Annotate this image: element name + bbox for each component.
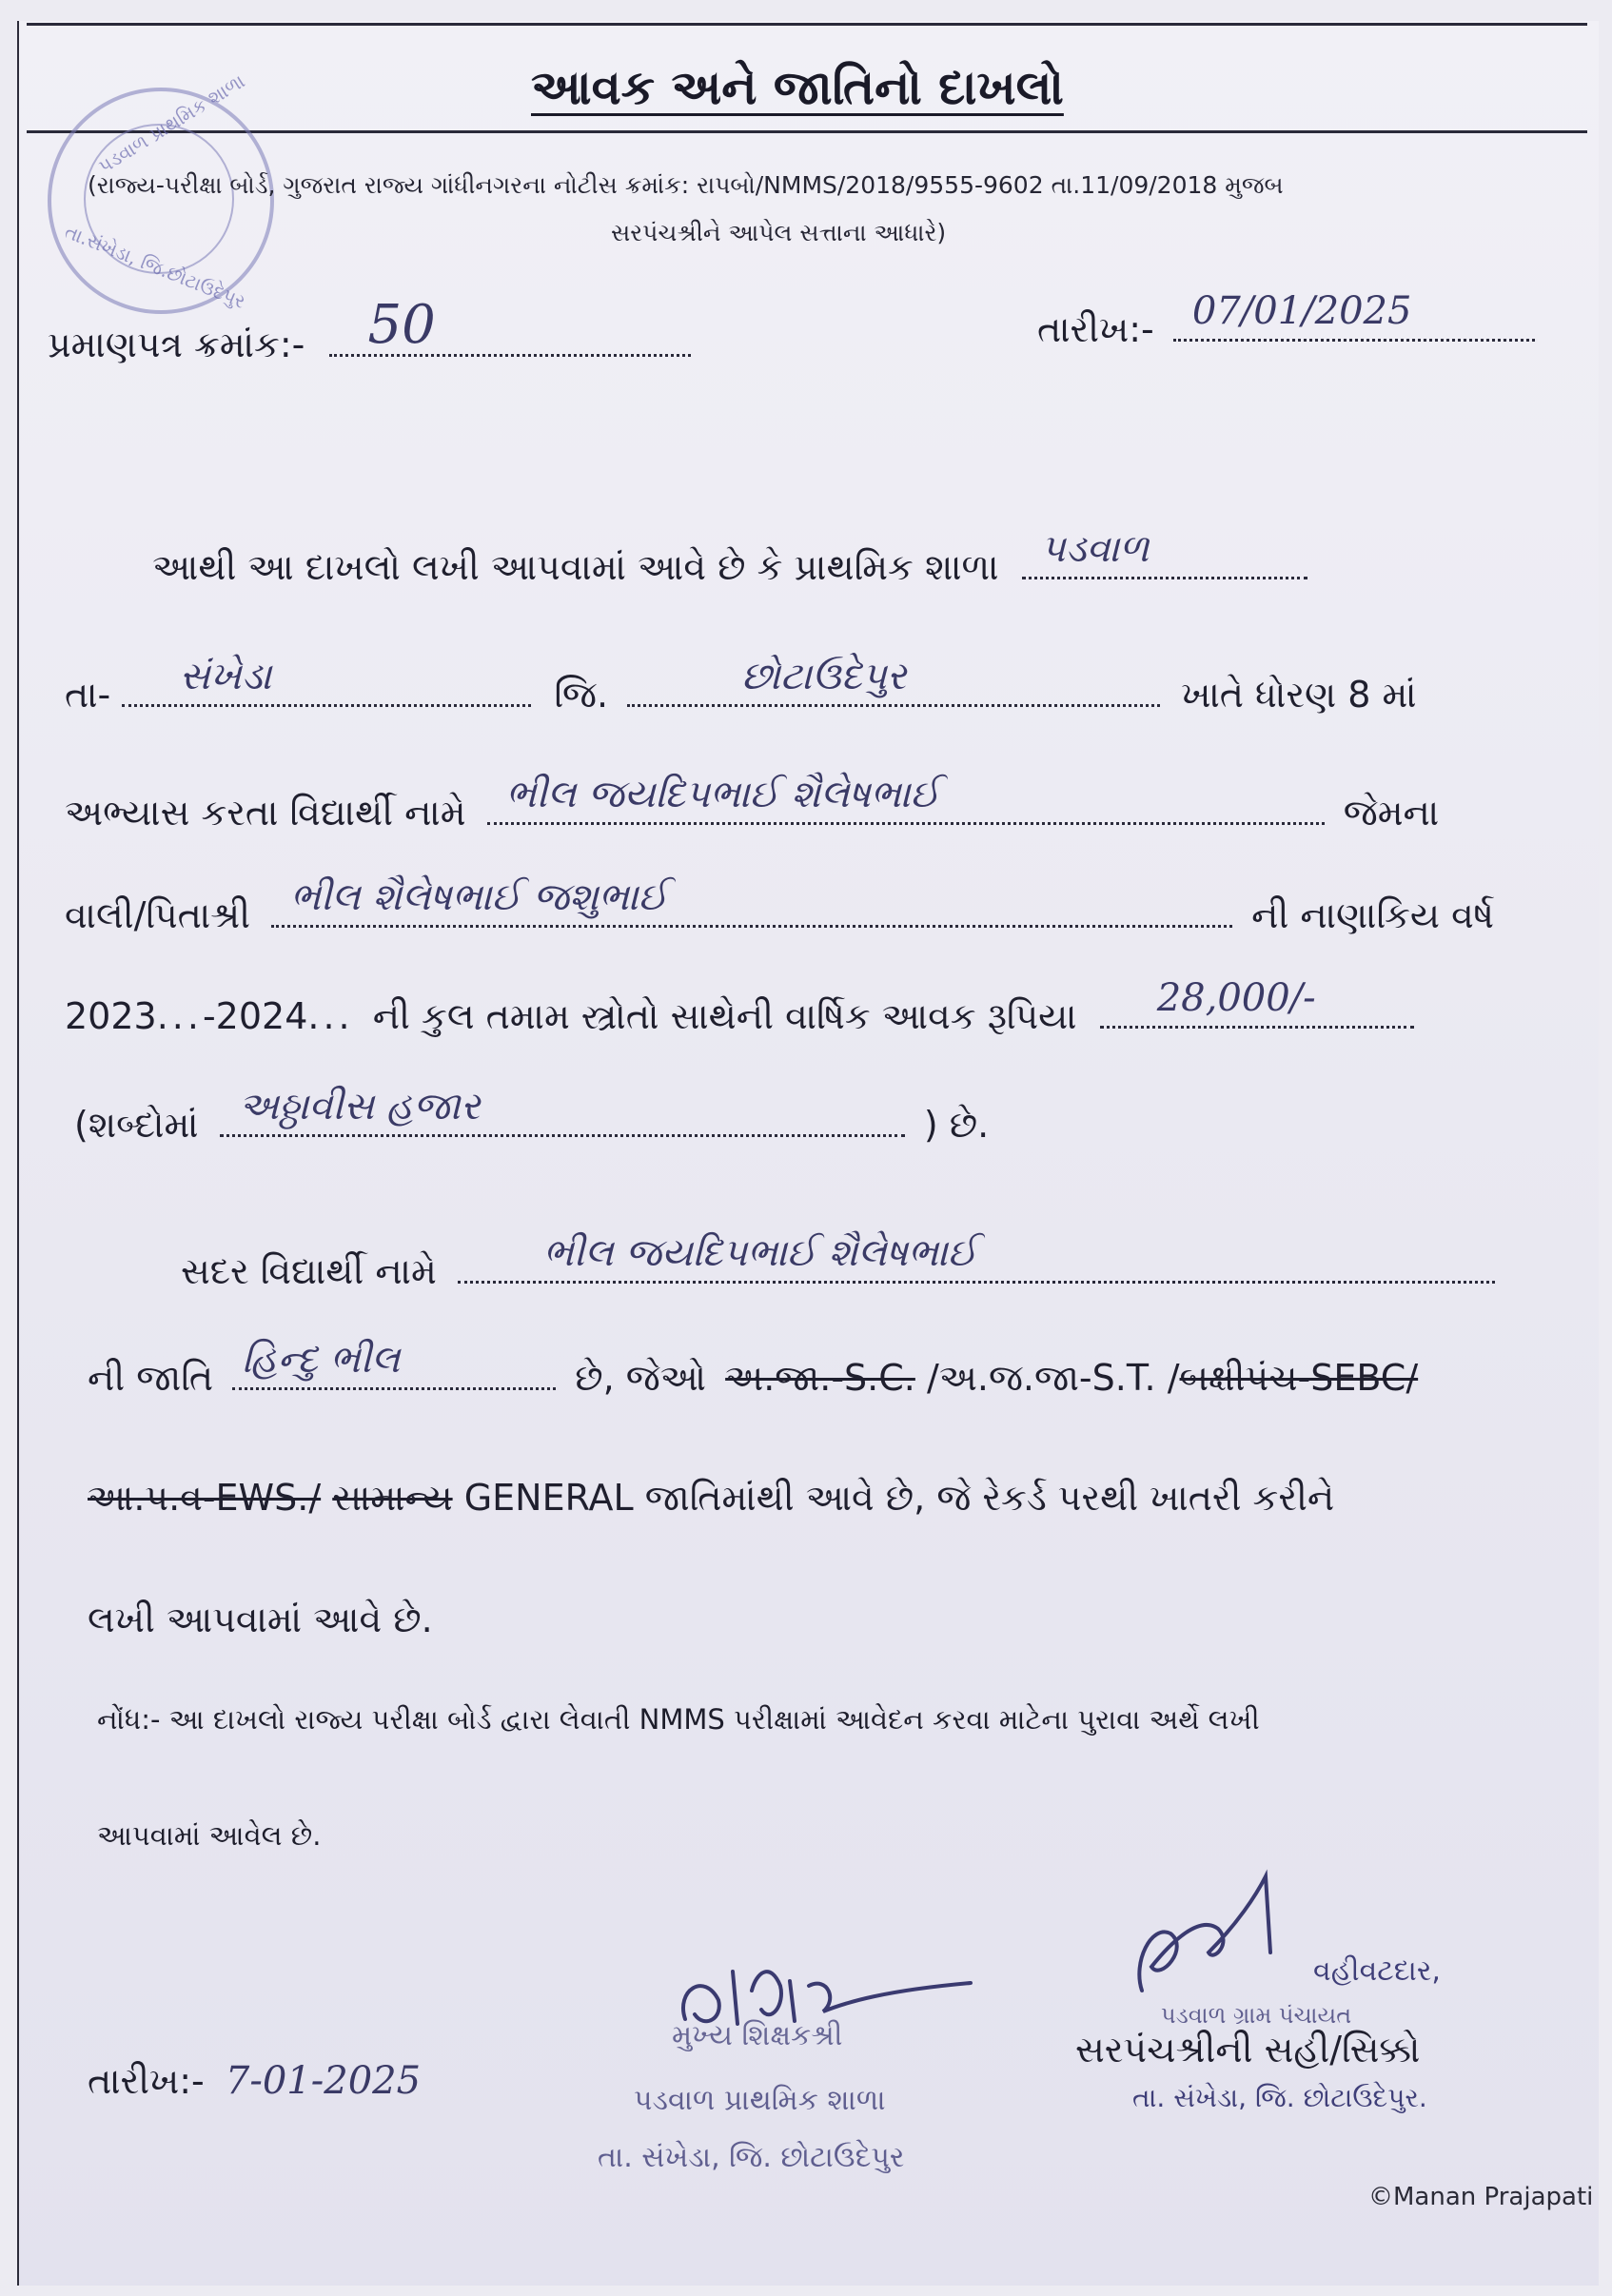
body-line-6 <box>74 1085 990 1147</box>
p2-student-value: ભીલ જયદિપભાઈ શૈલેષભાઈ <box>542 1231 977 1275</box>
footer-date-value: 7-01-2025 <box>225 2059 422 2103</box>
headmaster-title: મુખ્ય શિક્ષકશ્રી <box>672 2019 843 2052</box>
body-line-9 <box>88 1477 1334 1520</box>
certificate-number-row <box>48 294 691 366</box>
student-label: અભ્યાસ કરતા વિદ્યાર્થી નામે <box>65 792 466 834</box>
title-frame <box>27 23 1587 133</box>
st-option: /અ.જ.જા-S.T. / <box>926 1357 1180 1399</box>
body-line-3 <box>65 773 1440 834</box>
sebc-option-struck: બક્ષીપંચ-SEBC/ <box>1179 1357 1419 1399</box>
student-name-value: ભીલ જયદિપભાઈ શૈલેષભાઈ <box>505 773 940 816</box>
sarpanch-stamp-line-2: પડવાળ ગ્રામ પંચાયત <box>1161 2002 1352 2029</box>
caste-after-text: છે, જેઓ <box>575 1357 707 1399</box>
sarpanch-place: તા. સંખેડા, જિ. છોટાઉદેપુર. <box>1132 2082 1427 2113</box>
body-tail-1: જાતિમાંથી આવે છે, જે રેકર્ડ પરથી ખાતરી કરીને <box>644 1477 1335 1519</box>
income-in-words-value: અઠ્ઠાવીસ હજાર <box>238 1085 481 1128</box>
district-label: જિ. <box>554 674 609 716</box>
guardian-name-value: ભીલ શૈલેષભાઈ જશુભાઈ <box>290 875 668 919</box>
income-value: 28,000/- <box>1156 976 1316 1020</box>
body-line-7 <box>181 1231 1495 1293</box>
footer-date-label: તારીખ:- <box>88 2060 205 2102</box>
ews-option-struck: આ.પ.વ-EWS./ <box>88 1477 322 1519</box>
sc-option-struck: અ.જા.-S.C. <box>725 1357 915 1399</box>
general-option-struck: સામાન્ય <box>332 1477 453 1519</box>
certificate-date-row <box>1037 289 1535 351</box>
notice-line-1: (રાજ્ય-પરીક્ષા બોર્ડ, ગુજરાત રાજ્ય ગાંધીનગરના નોટીસ ક્રમાંક: રાપબો/NMMS/2018/9555-9602 તા.11/09/2018 મુજબ <box>88 171 1284 199</box>
headmaster-school: પડવાળ પ્રાથમિક શાળા <box>634 2084 886 2117</box>
year-to: -2024 <box>202 995 308 1037</box>
general-option: GENERAL <box>463 1477 634 1519</box>
year-from: 2023 <box>65 995 157 1037</box>
note-line-1: નોંધ:- આ દાખલો રાજ્ય પરીક્ષા બોર્ડ દ્વારા લેવાતી NMMS પરીક્ષામાં આવેદન કરવા માટેના પુરાવા અર્થે લખી <box>97 1703 1260 1736</box>
financial-year-text: ની નાણાકિય વર્ષ <box>1251 894 1495 936</box>
sarpanch-stamp-line-1: વહીવટદાર, <box>1313 1954 1441 1988</box>
body-line-10: લખી આપવામાં આવે છે. <box>88 1599 433 1640</box>
guardian-label: વાલી/પિતાશ્રી <box>65 894 250 936</box>
certificate-date-label: તારીખ:- <box>1037 308 1154 350</box>
taluka-label: તા- <box>65 674 111 716</box>
income-text: ની કુલ તમામ સ્ત્રોતો સાથેની વાર્ષિક આવક રૂપિયા <box>372 995 1077 1037</box>
notice-line-2: સરપંચશ્રીને આપેલ સત્તાના આધારે) <box>611 219 947 246</box>
school-name-value: પડવાળ <box>1040 527 1150 571</box>
stamp-bottom-text: તા.સંખેડા, જિ.છોટાઉદેપુર <box>61 220 249 313</box>
p2-student-label: સદર વિદ્યાર્થી નામે <box>181 1250 437 1292</box>
taluka-value: સંખેડા <box>179 655 272 698</box>
body-line-5: 2023...-2024... ની કુલ તમામ સ્ત્રોતો સાથેની વાર્ષિક આવક રૂપિયા 28,000/- <box>65 995 1414 1038</box>
words-open: (શબ્દોમાં <box>74 1104 199 1146</box>
body-line-8 <box>88 1338 1419 1400</box>
footer-date-row <box>88 2059 421 2103</box>
photo-credit: ©Manan Prajapati <box>1368 2183 1594 2211</box>
stamp-top-text: પડવાળ પ્રાથમિક શાળા <box>94 69 249 178</box>
certificate-date-value: 07/01/2025 <box>1191 289 1412 333</box>
sarpanch-signature <box>1113 1857 1342 2000</box>
document-title: આવક અને જાતિનો દાખલો <box>531 60 1064 115</box>
certificate-paper <box>17 21 1599 2286</box>
note-line-2: આપવામાં આવેલ છે. <box>97 1819 322 1852</box>
district-value: છોટાઉદેપુર <box>741 655 907 698</box>
certificate-number-value: 50 <box>367 294 436 356</box>
school-intro-text: આથી આ દાખલો લખી આપવામાં આવે છે કે પ્રાથમિક શાળા <box>152 546 999 588</box>
words-close: ) છે. <box>923 1104 990 1146</box>
jemna-text: જેમના <box>1343 792 1440 834</box>
headmaster-place: તા. સંખેડા, જિ. છોટાઉદેપુર <box>598 2141 905 2174</box>
body-line-1 <box>152 527 1307 589</box>
caste-label: ની જાતિ <box>88 1357 214 1399</box>
certificate-number-label: પ્રમાણપત્ર ક્રમાંક:- <box>48 324 305 365</box>
standard-text: ખાતે ધોરણ 8 માં <box>1181 674 1417 716</box>
body-line-4 <box>65 875 1495 937</box>
body-line-2 <box>65 655 1417 716</box>
caste-value: હિન્દુ ભીલ <box>242 1338 401 1382</box>
sarpanch-label: સરપંચશ્રીની સહી/સિક્કો <box>1075 2029 1421 2070</box>
